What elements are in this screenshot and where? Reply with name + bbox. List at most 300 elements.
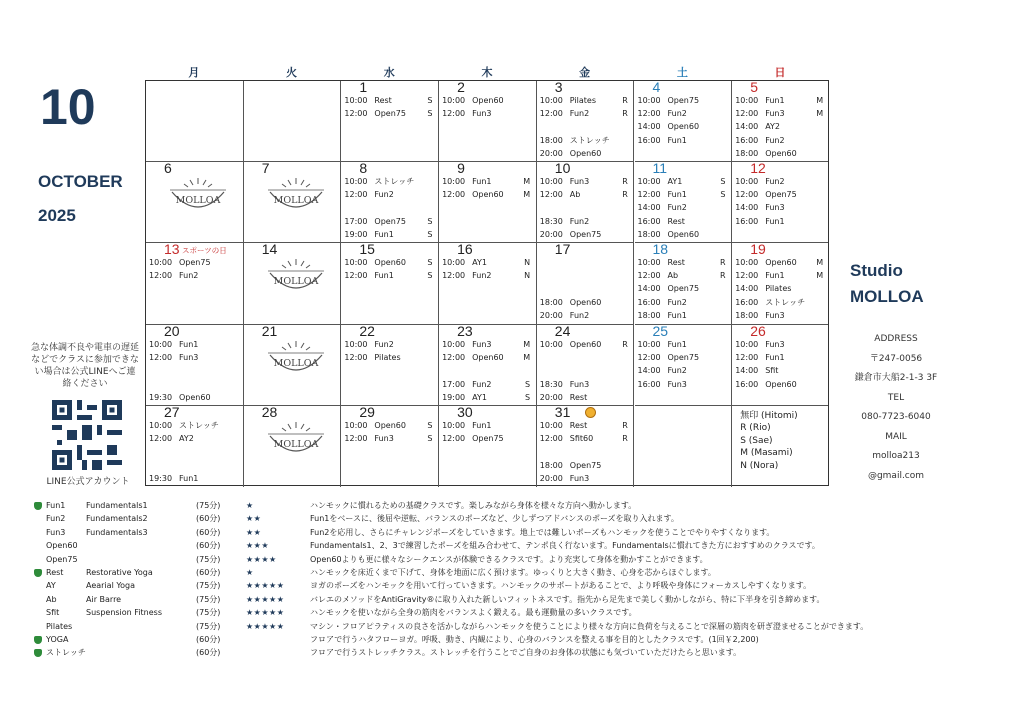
- class-entry[interactable]: [638, 95, 730, 107]
- class-time: 14:00: [637, 203, 661, 213]
- weekday-label: 日: [774, 66, 786, 79]
- description-class-name: Ab: [46, 594, 57, 604]
- class-entry[interactable]: [540, 216, 632, 228]
- class-time: 19:30: [149, 392, 173, 402]
- calendar-day-cell: [537, 406, 635, 487]
- class-entry[interactable]: [638, 379, 730, 391]
- class-name: Open75: [667, 96, 700, 105]
- class-name: Open60: [374, 420, 406, 430]
- class-entry[interactable]: [540, 176, 632, 188]
- studio-name-line2: MOLLOA: [850, 287, 924, 306]
- class-instructor: R: [622, 177, 628, 187]
- description-level-stars: ★★: [246, 514, 262, 524]
- class-entry[interactable]: [735, 270, 827, 282]
- description-class-name: ストレッチ: [46, 648, 86, 658]
- class-time: 10:00: [149, 339, 173, 349]
- calendar-day-cell: [439, 162, 537, 243]
- year: 2025: [38, 206, 76, 225]
- class-entry[interactable]: [638, 135, 730, 147]
- class-entry[interactable]: [149, 352, 241, 364]
- class-time: 10:00: [149, 258, 173, 268]
- description-duration: (60分): [196, 648, 221, 658]
- class-entry[interactable]: [442, 108, 534, 120]
- class-name: Rest: [569, 392, 588, 402]
- class-name: Fun2: [667, 365, 687, 375]
- class-entry[interactable]: [344, 433, 436, 445]
- calendar-day-cell: [341, 243, 439, 324]
- description-text: ハンモックを床近くまで下げて、身体を地面に広く預けます。ゆっくりと大きく動き、心身を芯からほぐします。: [310, 568, 716, 577]
- day-number: 12: [750, 162, 766, 177]
- class-name: Open60: [374, 258, 406, 268]
- class-instructor: N: [524, 271, 531, 281]
- class-instructor: S: [720, 177, 726, 187]
- class-time: 12:00: [637, 190, 661, 200]
- day-number: 3: [554, 81, 563, 95]
- class-entry[interactable]: [638, 339, 730, 351]
- class-entry[interactable]: [638, 108, 730, 120]
- class-description-row: [34, 621, 994, 633]
- class-entry[interactable]: [540, 473, 632, 485]
- class-name: Fun2: [374, 339, 394, 349]
- molloa-logo-icon: [168, 176, 228, 220]
- class-entry[interactable]: [540, 379, 632, 391]
- calendar-day-cell: [635, 325, 733, 406]
- class-entry[interactable]: [442, 176, 534, 188]
- class-instructor: R: [622, 96, 628, 105]
- instructor-entry: M (Masami): [740, 448, 793, 459]
- class-time: 16:00: [735, 298, 759, 308]
- class-entry[interactable]: [344, 229, 436, 241]
- class-instructor: R: [719, 258, 726, 268]
- class-entry[interactable]: [442, 189, 534, 201]
- description-level-stars: ★★★★★: [246, 581, 285, 591]
- calendar-day-cell: [341, 325, 439, 406]
- molloa-logo-icon: [266, 176, 326, 220]
- class-name: Rest: [667, 217, 685, 227]
- day-number: 27: [164, 405, 180, 420]
- class-description-row: [34, 634, 994, 646]
- class-name: Fun2: [472, 379, 492, 389]
- class-name: ストレッチ: [374, 177, 415, 187]
- class-entry[interactable]: [540, 433, 632, 445]
- class-entry[interactable]: [344, 257, 436, 269]
- class-time: 10:00: [637, 177, 661, 187]
- calendar-day-cell: [146, 243, 244, 324]
- weekday-header: [145, 64, 829, 80]
- class-instructor: R: [622, 109, 628, 118]
- class-entry[interactable]: [735, 202, 827, 214]
- class-entry[interactable]: [540, 339, 632, 351]
- class-instructor: R: [622, 339, 628, 349]
- class-name: Fun3: [472, 339, 492, 349]
- class-time: 16:00: [735, 379, 759, 389]
- mail-label: MAIL: [885, 431, 907, 442]
- class-name: Fun2: [667, 203, 687, 213]
- class-time: 18:00: [539, 136, 563, 145]
- class-entry[interactable]: [735, 339, 827, 351]
- class-instructor: R: [719, 271, 726, 281]
- class-time: 12:00: [539, 190, 563, 200]
- class-instructor: M: [816, 258, 824, 268]
- class-time: 12:00: [344, 352, 368, 362]
- class-entry[interactable]: [735, 365, 827, 377]
- class-entry[interactable]: [540, 392, 632, 404]
- class-time: 10:00: [637, 258, 661, 268]
- class-time: 18:00: [735, 311, 759, 321]
- class-name: Pilates: [765, 284, 792, 294]
- class-name: Open60: [765, 149, 797, 158]
- class-entry[interactable]: [638, 176, 730, 188]
- line-account-label: LINE公式アカウント: [46, 477, 130, 487]
- class-entry[interactable]: [638, 257, 730, 269]
- class-entry[interactable]: [735, 283, 827, 295]
- class-time: 16:00: [735, 136, 759, 145]
- class-name: AY1: [472, 258, 487, 268]
- tel-label: TEL: [887, 392, 905, 403]
- shield-icon: [34, 649, 42, 657]
- day-number: 1: [359, 81, 368, 95]
- class-time: 19:00: [442, 392, 466, 402]
- day-number: 5: [750, 81, 758, 95]
- class-name: Fun3: [765, 109, 785, 118]
- class-entry[interactable]: [638, 121, 730, 133]
- class-entry[interactable]: [638, 310, 730, 322]
- class-time: 19:00: [344, 230, 368, 240]
- description-level-stars: ★★: [246, 527, 262, 537]
- calendar-day-cell: [439, 325, 537, 406]
- class-entry[interactable]: [442, 339, 534, 351]
- class-time: 14:00: [735, 203, 759, 213]
- class-entry[interactable]: [540, 189, 632, 201]
- calendar-day-cell: [146, 325, 244, 406]
- day-number: 31: [554, 405, 571, 420]
- calendar-day-cell: [341, 81, 439, 162]
- class-entry[interactable]: [344, 270, 436, 282]
- description-duration: (75分): [196, 581, 221, 591]
- class-time: 10:00: [344, 96, 368, 105]
- class-entry[interactable]: [735, 310, 827, 322]
- class-entry[interactable]: [735, 216, 827, 228]
- qr-code-icon[interactable]: [52, 400, 122, 470]
- class-time: 12:00: [149, 352, 173, 362]
- class-description-row: [34, 554, 994, 566]
- class-instructor: S: [427, 258, 433, 268]
- class-entry[interactable]: [149, 473, 241, 485]
- class-entry[interactable]: [442, 433, 534, 445]
- line-notice: 急な体調不良や電車の遅延などでクラスに参加できない場合は公式LINEへご連絡ください: [30, 343, 139, 389]
- instructor-entry: S (Sae): [740, 435, 773, 446]
- description-class-name: Fun1: [46, 501, 66, 510]
- calendar-day-cell: [244, 162, 342, 243]
- calendar-day-cell: [341, 162, 439, 243]
- class-entry[interactable]: [540, 148, 632, 160]
- class-entry[interactable]: [149, 392, 241, 404]
- class-entry[interactable]: [149, 257, 241, 269]
- calendar-day-cell: [244, 81, 342, 162]
- class-name: Fun3: [765, 203, 785, 213]
- class-name: Open60: [472, 190, 504, 200]
- class-entry[interactable]: [344, 352, 436, 364]
- class-time: 18:00: [637, 311, 661, 321]
- class-name: Fun3: [569, 379, 590, 389]
- class-entry[interactable]: [735, 108, 827, 120]
- class-entry[interactable]: [540, 229, 632, 241]
- description-full-name: Air Barre: [86, 594, 122, 604]
- class-entry[interactable]: [442, 95, 534, 107]
- description-class-name: Fun2: [46, 514, 66, 524]
- class-time: 10:00: [539, 339, 563, 349]
- class-entry[interactable]: [344, 216, 436, 228]
- class-entry[interactable]: [149, 339, 241, 351]
- class-time: 18:00: [735, 149, 759, 158]
- day-number: 24: [554, 324, 571, 339]
- class-name: ストレッチ: [569, 136, 610, 145]
- class-instructor: M: [523, 190, 531, 200]
- description-duration: (75分): [196, 621, 221, 631]
- calendar-day-cell: [537, 81, 635, 162]
- class-name: Rest: [569, 420, 588, 430]
- class-entry[interactable]: [638, 352, 730, 364]
- class-time: 14:00: [735, 284, 759, 294]
- month-name: OCTOBER: [38, 172, 123, 191]
- calendar-day-cell: [537, 243, 635, 324]
- class-entry[interactable]: [735, 135, 827, 147]
- class-name: AY2: [765, 122, 781, 131]
- class-entry[interactable]: [735, 176, 827, 188]
- class-time: 12:00: [735, 190, 759, 200]
- class-instructor: R: [622, 420, 628, 430]
- class-time: 18:30: [539, 217, 563, 227]
- class-entry[interactable]: [638, 297, 730, 309]
- description-text: ハンモックに慣れるための基礎クラスです。楽しみながら身体を様々な方向へ動かします。: [310, 501, 637, 510]
- description-text: マシン・フロアピラティスの良さを活かしながらハンモックを使うことにより様々な方向に負荷を与えることで深層の筋肉を研ぎ澄ませることができます。: [310, 621, 869, 631]
- class-name: Fun3: [569, 177, 590, 187]
- shield-icon: [34, 502, 42, 510]
- class-name: Fun1: [765, 271, 785, 281]
- class-name: Pilates: [569, 96, 597, 105]
- class-entry[interactable]: [344, 95, 436, 107]
- calendar-day-cell: [635, 243, 733, 324]
- class-name: Ab: [569, 190, 581, 200]
- weekday-label: 金: [579, 66, 591, 79]
- tel[interactable]: 080-7723-6040: [861, 412, 931, 422]
- class-name: Open60: [472, 96, 504, 105]
- mail-domain[interactable]: @gmail.com: [867, 470, 925, 481]
- class-entry[interactable]: [735, 257, 827, 269]
- class-description-row: [34, 513, 994, 525]
- day-number: 15: [359, 243, 375, 258]
- class-name: Fun1: [472, 420, 492, 430]
- day-number: 19: [750, 243, 766, 258]
- class-time: 19:30: [149, 473, 173, 483]
- class-entry[interactable]: [540, 297, 632, 309]
- class-name: Fun2: [667, 298, 687, 308]
- calendar-day-cell: [439, 406, 537, 487]
- shield-icon: [34, 569, 42, 577]
- class-time: 12:00: [442, 271, 466, 281]
- class-time: 12:00: [539, 109, 563, 118]
- instructor-legend: [740, 410, 797, 473]
- calendar-day-cell: [146, 162, 244, 243]
- calendar-day-cell: [146, 81, 244, 162]
- class-name: Fun2: [569, 311, 590, 321]
- class-name: Fun1: [667, 339, 687, 349]
- class-instructor: S: [525, 379, 531, 389]
- class-time: 10:00: [442, 258, 466, 268]
- class-entry[interactable]: [442, 392, 534, 404]
- calendar-day-cell: [341, 406, 439, 487]
- class-entry[interactable]: [735, 95, 827, 107]
- calendar-day-cell: [244, 325, 342, 406]
- class-time: 16:00: [637, 298, 661, 308]
- class-entry[interactable]: [540, 95, 632, 107]
- class-entry[interactable]: [540, 310, 632, 322]
- class-entry[interactable]: [149, 270, 241, 282]
- class-entry[interactable]: [638, 216, 730, 228]
- class-name: Open75: [179, 258, 211, 268]
- class-time: 10:00: [637, 96, 661, 105]
- class-entry[interactable]: [540, 420, 632, 432]
- class-entry[interactable]: [735, 148, 827, 160]
- class-time: 10:00: [735, 258, 759, 268]
- class-entry[interactable]: [735, 352, 827, 364]
- description-full-name: Fundamentals1: [86, 501, 148, 510]
- mail-user[interactable]: molloa213: [872, 451, 920, 461]
- description-class-name: Open75: [46, 554, 78, 564]
- class-instructor: N: [524, 258, 531, 268]
- class-entry[interactable]: [638, 283, 730, 295]
- class-entry[interactable]: [540, 135, 632, 147]
- address-label: ADDRESS: [874, 334, 918, 344]
- description-level-stars: ★★★★★: [246, 594, 285, 604]
- class-time: 10:00: [442, 177, 466, 187]
- studio-contact: [836, 330, 956, 486]
- class-name: Fun3: [374, 433, 394, 443]
- class-time: 16:00: [637, 136, 661, 145]
- description-text: バレエのメソッドをAntiGravity®に取り入れた新しいフィットネスです。指先から足先まで美しく動かしながら、特に下半身を引き締めます。: [310, 594, 825, 604]
- description-class-name: Rest: [46, 568, 64, 577]
- class-time: 10:00: [637, 339, 661, 349]
- calendar-day-cell: [732, 406, 828, 487]
- class-entry[interactable]: [735, 297, 827, 309]
- day-number: 28: [261, 405, 278, 420]
- description-duration: (60分): [196, 568, 221, 577]
- class-name: Open75: [569, 460, 602, 470]
- class-time: 10:00: [735, 96, 759, 105]
- studio-name: [850, 258, 924, 310]
- class-entry[interactable]: [149, 433, 241, 445]
- instructor-entry: 無印 (Hitomi): [740, 410, 798, 421]
- day-number: 9: [457, 162, 465, 177]
- class-name: Fun1: [667, 311, 687, 321]
- class-entry[interactable]: [735, 121, 827, 133]
- class-entry[interactable]: [442, 420, 534, 432]
- class-description-row: [34, 567, 994, 579]
- class-name: Open75: [765, 190, 797, 200]
- class-name: Open75: [472, 433, 504, 443]
- description-level-stars: ★★★★: [246, 554, 277, 564]
- class-name: Open60: [179, 392, 211, 402]
- class-instructor: S: [427, 109, 433, 118]
- class-instructor: S: [427, 96, 433, 105]
- class-entry[interactable]: [638, 365, 730, 377]
- class-time: 12:00: [344, 190, 368, 200]
- class-name: Fun2: [179, 271, 199, 281]
- class-instructor: S: [427, 433, 433, 443]
- class-name: Fun2: [569, 109, 590, 118]
- class-entry[interactable]: [344, 420, 436, 432]
- class-time: 10:00: [735, 339, 759, 349]
- class-name: AY2: [179, 433, 194, 443]
- class-name: Fun2: [472, 271, 492, 281]
- class-time: 17:00: [442, 379, 466, 389]
- class-time: 10:00: [539, 420, 563, 430]
- class-entry[interactable]: [149, 420, 241, 432]
- class-entry[interactable]: [344, 176, 436, 188]
- class-time: 12:00: [735, 271, 759, 281]
- class-entry[interactable]: [735, 379, 827, 391]
- class-time: 16:00: [735, 217, 759, 227]
- class-time: 16:00: [637, 217, 661, 227]
- class-name: Open75: [569, 230, 602, 240]
- description-text: ヨガのポーズをハンモックを用いて行っていきます。ハンモックのサポートがあることで、より呼吸や身体にフォーカスしやすくなります。: [310, 581, 812, 591]
- day-number: 21: [261, 324, 278, 339]
- calendar-grid: [145, 80, 829, 486]
- description-level-stars: ★★★★★: [246, 608, 285, 618]
- class-entry[interactable]: [540, 108, 632, 120]
- class-time: 18:00: [637, 230, 661, 240]
- class-entry[interactable]: [638, 229, 730, 241]
- class-time: 10:00: [344, 177, 368, 187]
- class-time: 10:00: [149, 420, 173, 430]
- class-entry[interactable]: [735, 189, 827, 201]
- class-name: Fun1: [765, 352, 785, 362]
- class-entry[interactable]: [638, 189, 730, 201]
- class-name: Fun2: [569, 217, 590, 227]
- class-entry[interactable]: [442, 379, 534, 391]
- class-time: 14:00: [735, 365, 759, 375]
- class-entry[interactable]: [442, 352, 534, 364]
- description-class-name: Open60: [46, 541, 78, 551]
- description-full-name: Suspension Fitness: [86, 608, 162, 618]
- class-entry[interactable]: [442, 270, 534, 282]
- class-entry[interactable]: [344, 339, 436, 351]
- weekday-label: 水: [383, 66, 395, 79]
- class-time: 14:00: [637, 284, 661, 294]
- class-entry[interactable]: [344, 189, 436, 201]
- description-text: ハンモックを使いながら全身の筋肉をバランスよく鍛える。最も運動量の多いクラスです。: [310, 608, 637, 618]
- description-duration: (75分): [196, 594, 221, 604]
- calendar-day-cell: [732, 81, 828, 162]
- class-time: 10:00: [539, 96, 563, 105]
- description-duration: (60分): [196, 541, 221, 551]
- class-name: Fun3: [765, 311, 785, 321]
- class-instructor: M: [816, 271, 824, 281]
- class-entry[interactable]: [442, 257, 534, 269]
- class-description-row: [34, 527, 994, 539]
- weekday-label: 土: [676, 66, 688, 79]
- class-name: Open60: [765, 379, 797, 389]
- description-level-stars: ★: [246, 501, 254, 510]
- class-name: Ab: [667, 271, 679, 281]
- class-entry[interactable]: [540, 460, 632, 472]
- class-entry[interactable]: [344, 108, 436, 120]
- class-name: Open75: [374, 217, 406, 227]
- class-entry[interactable]: [638, 202, 730, 214]
- class-entry[interactable]: [638, 270, 730, 282]
- class-name: AY1: [667, 177, 683, 187]
- address: 鎌倉市大船2-1-3 3F: [854, 373, 938, 383]
